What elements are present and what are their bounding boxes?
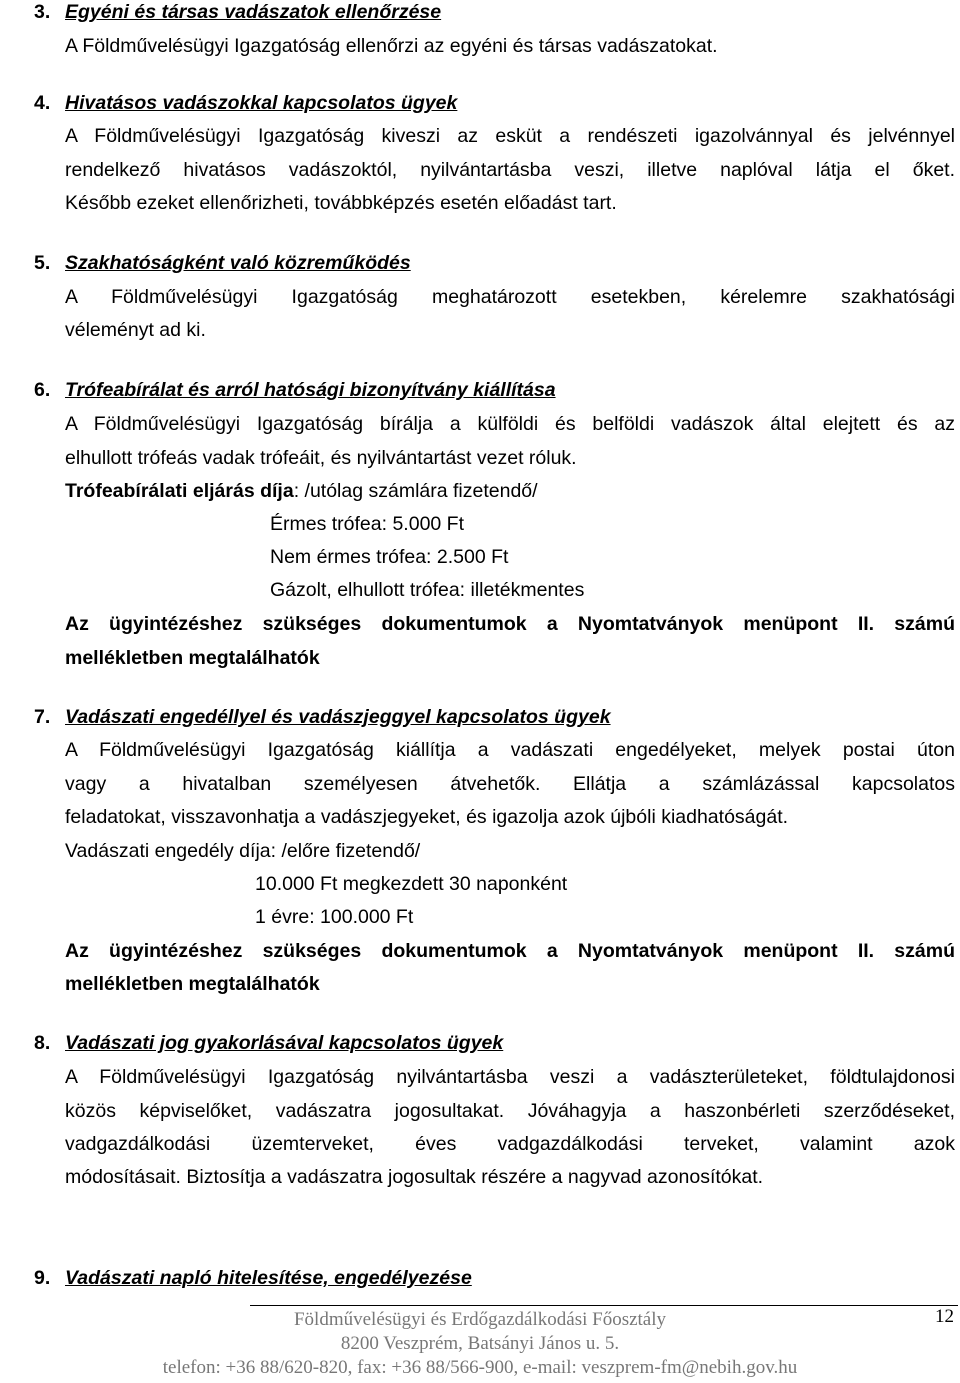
section-7-fee: Vadászati engedély díja: /előre fizetendő/ (65, 840, 421, 862)
footer-organization: Földművelésügyi és Erdőgazdálkodási Főosztály (293, 1309, 667, 1330)
section-7-docs-line-2: mellékletben megtalálhatók (65, 973, 320, 995)
section-7-number: 7. (34, 706, 51, 728)
section-8-line-2: közös képviselőket, vadászatra jogosultakat. Jóváhagyja a haszonbérleti szerződéseket, (65, 1100, 955, 1122)
footer-contact: telefon: +36 88/620-820, fax: +36 88/566-900, e-mail: veszprem-fm@nebih.gov.hu (162, 1357, 798, 1378)
section-6-line-2: elhullott trófeás vadak trófeáit, és nyilvántartást vezet róluk. (65, 447, 577, 469)
section-8-line-4: módosításait. Biztosítja a vadászatra jogosultak részére a nagyvad azonosítókat. (65, 1166, 764, 1188)
section-3-title: Egyéni és társas vadászatok ellenőrzése (65, 1, 442, 23)
section-8-number: 8. (34, 1032, 51, 1054)
section-6-fee-1: Érmes trófea: 5.000 Ft (270, 513, 465, 535)
section-9-title: Vadászati napló hitelesítése, engedélyezése (65, 1267, 472, 1289)
section-3-text: A Földművelésügyi Igazgatóság ellenőrzi az egyéni és társas vadászatokat. (65, 35, 718, 57)
section-4-number: 4. (34, 92, 51, 114)
section-3-number: 3. (34, 1, 51, 23)
section-5-number: 5. (34, 252, 51, 274)
section-6-docs-line-1: Az ügyintézéshez szükséges dokumentumok a Nyomtatványok menüpont II. számú (65, 613, 955, 635)
footer-divider (250, 1305, 958, 1306)
section-6-fee-2: Nem érmes trófea: 2.500 Ft (270, 546, 509, 568)
section-6-fee (65, 479, 538, 503)
section-7-fee-2: 1 évre: 100.000 Ft (255, 906, 414, 928)
section-7-docs-line-1: Az ügyintézéshez szükséges dokumentumok a Nyomtatványok menüpont II. számú (65, 940, 955, 962)
section-8-line-3: vadgazdálkodási üzemterveket, éves vadgazdálkodási terveket, valamint azok (65, 1133, 955, 1155)
section-9-number: 9. (34, 1267, 51, 1289)
section-7-title: Vadászati engedéllyel és vadászjeggyel kapcsolatos ügyek (65, 706, 611, 728)
section-6-docs-line-2: mellékletben megtalálhatók (65, 647, 320, 669)
section-6-line-1: A Földművelésügyi Igazgatóság bírálja a külföldi és belföldi vadászok által elejtett és az (65, 413, 955, 435)
section-6-fee-rest: : /utólag számlára fizetendő/ (293, 480, 538, 502)
footer-address: 8200 Veszprém, Batsányi János u. 5. (340, 1333, 620, 1354)
section-6-fee-label: Trófeabírálati eljárás díja (65, 480, 294, 502)
section-7-line-1: A Földművelésügyi Igazgatóság kiállítja a vadászati engedélyeket, melyek postai úton (65, 739, 955, 761)
section-8-line-1: A Földművelésügyi Igazgatóság nyilvántartásba veszi a vadászterületeket, földtulajdonosi (65, 1066, 955, 1088)
section-4-line-2: rendelkező hivatásos vadászoktól, nyilvántartásba veszi, illetve naplóval látja el őket. (65, 159, 955, 181)
section-7-line-2: vagy a hivatalban személyesen átvehetők. Ellátja a számlázással kapcsolatos (65, 773, 955, 795)
section-4-title: Hivatásos vadászokkal kapcsolatos ügyek (65, 92, 458, 114)
section-4-line-1: A Földművelésügyi Igazgatóság kiveszi az esküt a rendészeti igazolvánnyal és jelvénnyel (65, 125, 955, 147)
section-7-line-3: feladatokat, visszavonhatja a vadászjegyeket, és igazolja azok újbóli kiadhatóságát. (65, 806, 789, 828)
section-4-line-3: Később ezeket ellenőrizheti, továbbképzés esetén előadást tart. (65, 192, 617, 214)
page-number: 12 (935, 1306, 954, 1327)
section-8-title: Vadászati jog gyakorlásával kapcsolatos ügyek (65, 1032, 504, 1054)
section-6-fee-3: Gázolt, elhullott trófea: illetékmentes (270, 579, 585, 601)
section-5-title: Szakhatóságként való közreműködés (65, 252, 411, 274)
section-6-title: Trófeabírálat és arról hatósági bizonyítvány kiállítása (65, 379, 556, 401)
section-6-number: 6. (34, 379, 51, 401)
section-7-fee-1: 10.000 Ft megkezdett 30 naponként (255, 873, 568, 895)
section-5-line-2: véleményt ad ki. (65, 319, 206, 341)
section-5-line-1: A Földművelésügyi Igazgatóság meghatározott esetekben, kérelemre szakhatósági (65, 286, 955, 308)
